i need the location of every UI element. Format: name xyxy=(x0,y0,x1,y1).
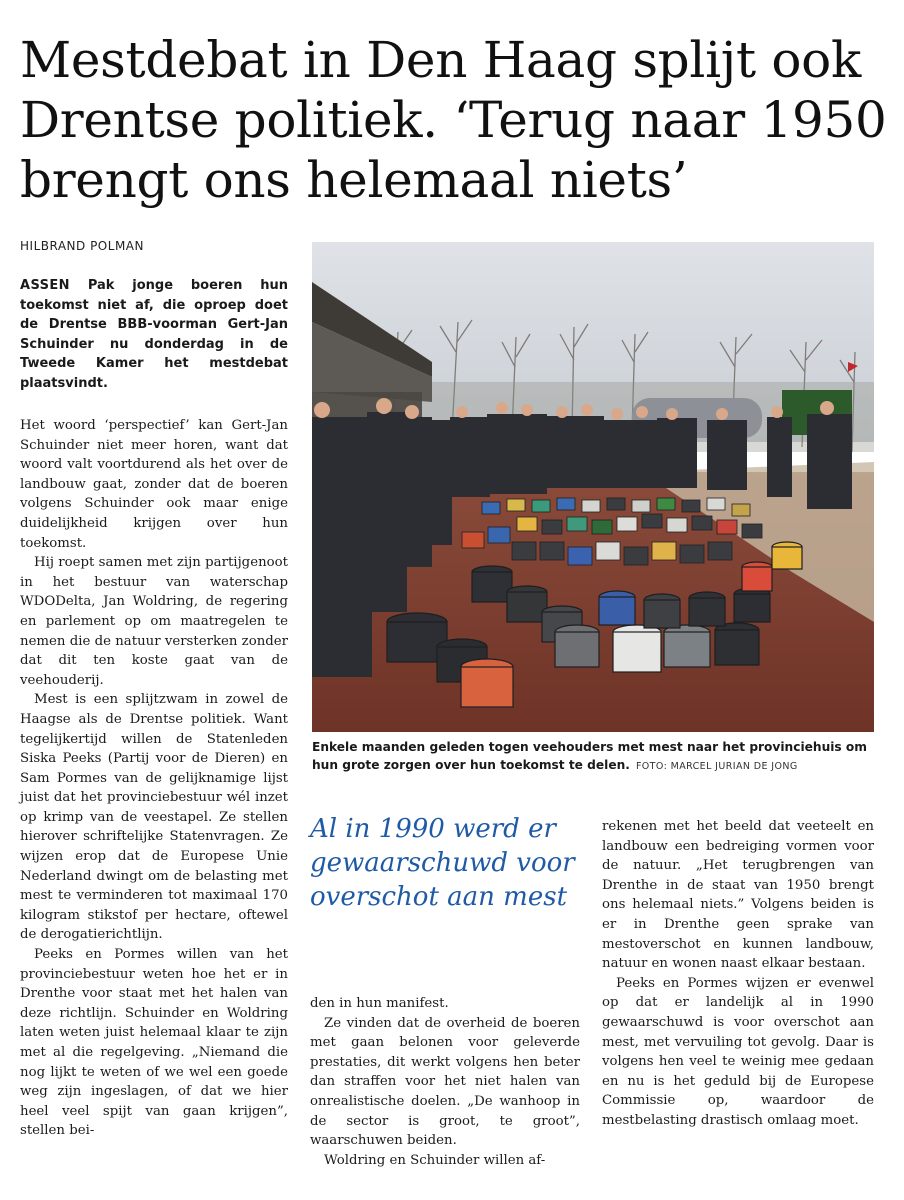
lead-text: Pak jonge boeren hun toekomst niet af, die oproep doet de Drentse BBB-voorman Gert-Jan Schuinder nu donderdag in de Tweede Kamer het mestdebat plaatsvindt. xyxy=(20,278,288,391)
paragraph: rekenen met het beeld dat veeteelt en landbouw een bedreiging vormen voor de natuur. „Het terugbrengen van Drenthe in de staat van 1950 brengt ons helemaal niets.” Volgens beiden is er in Drenthe geen sprake van mestoverschot en kunnen landbouw, natuur en wonen naast elkaar bestaan. xyxy=(602,819,874,972)
caption-text: Enkele maanden geleden togen veehouders met mest naar het provinciehuis om hun grote zorgen over hun toekomst te delen. xyxy=(312,740,868,772)
paragraph: Ze vinden dat de overheid de boeren met gaan belonen voor geleverde prestaties, dit werkt volgens hen beter dan straffen voor het niet halen van onrealistische doelen. „De wanhoop in de sector is groot, te groot”, waarschuwen beiden. xyxy=(310,1015,580,1149)
paragraph: Het woord ‘perspectief’ kan Gert-Jan Schuinder niet meer horen, want dat woord valt voortdurend als het over de landbouw gaat, zonder dat de boeren volgens Schuinder ook maar enige duidelijkheid krijgen over hun toekomst. xyxy=(20,418,288,551)
paragraph: Peeks en Pormes willen van het provinciebestuur weten hoe het er in Drenthe voor staat met het halen van deze richtlijn. Schuinder en Woldring laten weten juist helemaal klaar te zijn met al die regelgeving. „Niemand die nog lijkt te weten of we wel een goede weg zijn ingeslagen, of dat we hier heel veel spijt van gaan krijgen”, stellen bei- xyxy=(20,947,288,1139)
paragraph: Woldring en Schuinder willen af- xyxy=(324,1152,546,1168)
column-2 xyxy=(310,994,580,1170)
headline: Mestdebat in Den Haag splijt ook Drentse politiek. ‘Terug naar 1950 brengt ons helemaal niets’ xyxy=(20,31,887,209)
paragraph: den in hun manifest. xyxy=(310,996,449,1011)
column-1 xyxy=(20,416,288,1141)
article-photo xyxy=(312,242,874,732)
pull-quote: Al in 1990 werd er gewaarschuwd voor overschot aan mest xyxy=(310,814,575,912)
paragraph: Hij roept samen met zijn partijgenoot in het bestuur van waterschap WDODelta, Jan Woldring, de regering en parlement op om maatregelen te nemen die de natuur versterken zonder dat dit ten koste gaat van de veehouderij. xyxy=(20,555,288,688)
lead-paragraph xyxy=(20,276,288,394)
paragraph: Peeks en Pormes wijzen er evenwel op dat er landelijk al in 1990 gewaarschuwd is voor overschot aan mest, met vervuiling tot gevolg. Daar is volgens hen veel te weinig mee gedaan en nu is het geduld bij de Europese Commissie op, waardoor de mestbelasting drastisch omlaag moet. xyxy=(602,975,874,1128)
dateline: ASSEN xyxy=(20,278,70,293)
photo-credit: FOTO: MARCEL JURIAN DE JONG xyxy=(635,761,798,772)
byline: HILBRAND POLMAN xyxy=(20,239,144,253)
photo-caption xyxy=(312,738,882,776)
column-3 xyxy=(602,817,874,1131)
paragraph: Mest is een splijtzwam in zowel de Haagse als de Drentse politiek. Want tegelijkertijd willen de Statenleden Siska Peeks (Partij voor de Dieren) en Sam Pormes van de gelijknamige lijst juist dat het provinciebestuur wél inzet op krimp van de veestapel. Ze stellen hierover schriftelijke Statenvragen. Ze wijzen erop dat de Europese Unie Nederland dwingt om de belasting met mest te verminderen tot maximaal 170 kilogram stikstof per hectare, oftewel de derogatierichtlijn. xyxy=(20,692,288,943)
